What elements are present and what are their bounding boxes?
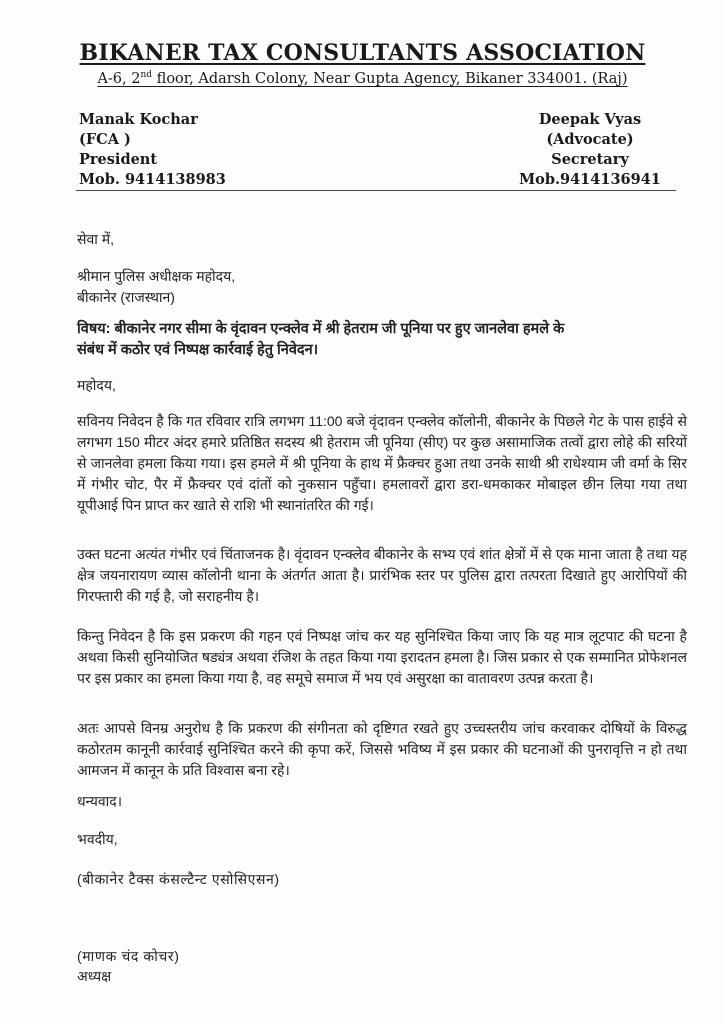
secretary-block [500, 110, 680, 190]
thanks-line: धन्यवाद। [77, 793, 123, 809]
subject-block [77, 319, 687, 361]
secretary-name: Deepak Vyas [538, 111, 642, 128]
organization-signature: (बीकानेर टैक्स कंसल्टैन्ट एसोसिएसन) [77, 871, 280, 887]
subject-line-1: विषय: बीकानेर नगर सीमा के वृंदावन एन्क्लेव में श्री हेतराम जी पूनिया पर हुए जानलेवा हमले के [77, 321, 565, 337]
body-paragraph: अतः आपसे विनम्र अनुरोध है कि प्रकरण की संगीनता को दृष्टिगत रखते हुए उच्चस्तरीय जांच करवाकर दोषियों के विरुद्ध कठोरतम कानूनी कार्रवाई सुनिश्चित करने की कृपा करें, जिससे भविष्य में इस प्रकार की घटनाओं की पुनरावृत्ति न हो तथा आमजन में कानून के प्रति विश्वास बना रहे। [77, 720, 687, 778]
subject-line-2: संबंध में कठोर एवं निष्पक्ष कार्रवाई हेतु निवेदन। [77, 342, 319, 358]
president-name: Manak Kochar [79, 111, 198, 128]
address-prefix: A-6, 2 [97, 70, 141, 87]
signer-title: अध्यक्ष [77, 968, 112, 984]
recipient-line-1: श्रीमान पुलिस अधीक्षक महोदय, [77, 268, 236, 284]
body-paragraph: किन्तु निवेदन है कि इस प्रकरण की गहन एवं निष्पक्ष जांच कर यह सुनिश्चित किया जाए कि यह मात्र लूटपाट की घटना है अथवा किसी सुनियोजित षड्यंत्र अथवा रंजिश के तहत किया गया इरादतन हमला है। जिस प्रकार से एक सम्मानित प्रोफेशनल पर इस प्रकार का हमला किया गया है, वह समूचे समाज में भय एवं असुरक्षा का वातावरण उत्पन्न करता है। [77, 628, 687, 686]
signer-name: (माणक चंद कोचर) [77, 948, 180, 964]
secretary-role: Secretary [551, 151, 629, 168]
organization-address [0, 70, 725, 87]
recipient-block [77, 266, 687, 308]
body-paragraph: सविनय निवेदन है कि गत रविवार रात्रि लगभग 11:00 बजे वृंदावन एन्क्लेव कॉलोनी, बीकानेर के पिछले गेट के पास हाईवे से लगभग 150 मीटर अंदर हमारे प्रतिष्ठित सदस्य श्री हेतराम जी पूनिया (सीए) पर कुछ असामाजिक तत्वों द्वारा लोहे की सरियों से जानलेवा हमला किया गया। इस हमले में श्री पूनिया के हाथ में फ्रैक्चर हुआ तथा उनके साथी श्री राधेश्याम जी वर्मा के सिर में गंभीर चोट, पैर में फ्रैक्चर एवं दांतों को नुकसान पहुँचा। हमलावरों द्वारा डरा-धमकाकर मोबाइल छीन लिया गया तथा यूपीआई पिन प्राप्त कर खाते से राशि भी स्थानांतरित की गई। [77, 413, 687, 513]
address-suffix: floor, Adarsh Colony, Near Gupta Agency, Bikaner 334001. (Raj) [152, 70, 628, 87]
president-role: President [79, 151, 158, 168]
organization-title: BIKANER TAX CONSULTANTS ASSOCIATION [79, 40, 646, 66]
recipient-line-2: बीकानेर (राजस्थान) [77, 289, 175, 305]
president-qualification: (FCA ) [79, 131, 131, 148]
president-mobile: Mob. 9414138983 [79, 171, 226, 188]
secretary-qualification: (Advocate) [546, 131, 634, 148]
body-paragraph: उक्त घटना अत्यंत गंभीर एवं चिंताजनक है। वृंदावन एन्क्लेव बीकानेर के सभ्य एवं शांत क्षेत्रों में से एक माना जाता है तथा यह क्षेत्र जयनारायण व्यास कॉलोनी थाना के अंतर्गत आता है। प्रारंभिक स्तर पर पुलिस द्वारा तत्परता दिखाते हुए आरोपियों की गिरफ्तारी की गई है, जो सराहनीय है। [77, 546, 687, 604]
president-block [79, 110, 226, 190]
header-divider [76, 190, 676, 191]
greeting: महोदय, [77, 377, 116, 393]
salutation-to: सेवा में, [77, 231, 115, 247]
secretary-mobile: Mob.9414136941 [519, 171, 661, 188]
closing-line: भवदीय, [77, 831, 118, 847]
address-superscript: nd [140, 70, 153, 80]
